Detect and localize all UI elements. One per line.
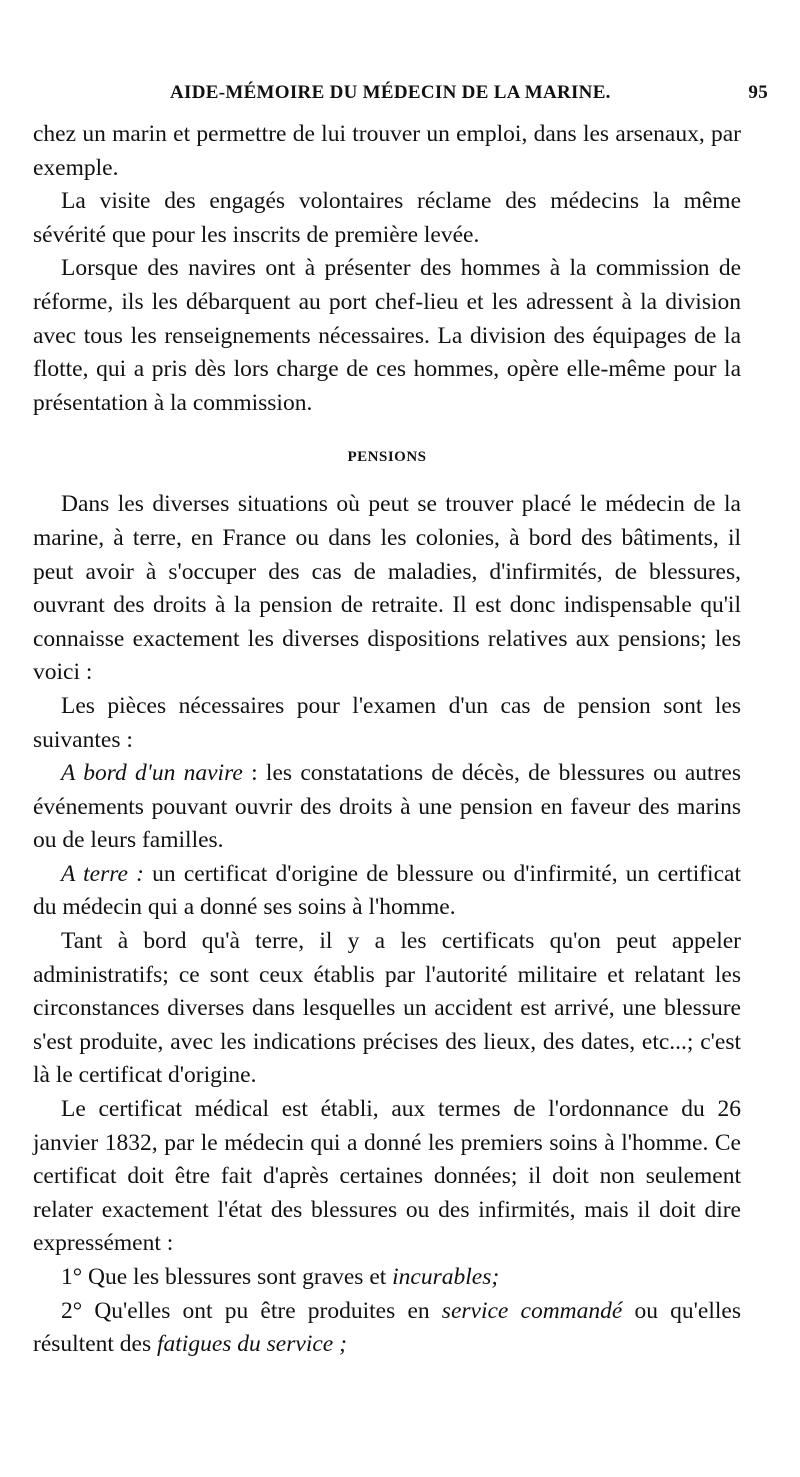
section-heading-pensions: PENSIONS [347,449,427,466]
a-bord-label: A bord d'un navire [61,760,243,787]
item-2-emphasis-a: service commandé [441,1297,623,1324]
paragraph-tant-a-bord: Tant à bord qu'à terre, il y a les certificats qu'on peut appeler administratifs; ce sont ceux établis par l'autorité militaire et relatant les circonstances diverses dans lesquelles un accident est arrivé, une blessure s'est produite, avec les indications précises des lieux, des dates, etc...; c'est là le certificat d'origine. [33,928,741,1089]
item-2-text-b: ou qu'elles résultent des [33,1297,741,1358]
running-title: AIDE-MÉMOIRE DU MÉDECIN DE LA MARINE. [170,82,611,103]
list-item-2 [33,1295,741,1362]
body-text [33,118,741,1362]
paragraph-a-terre [33,858,741,925]
list-item-1 [33,1261,741,1295]
item-1-text: Que les blessures sont graves et [82,1264,393,1290]
item-2-emphasis-b: fatigues du service ; [157,1331,347,1358]
paragraph-engages: La visite des engagés volontaires réclame des médecins la même sévérité que pour les inscrits de première levée. [33,188,741,248]
paragraph-pieces: Les pièces nécessaires pour l'examen d'un cas de pension sont les suivantes : [33,692,741,753]
item-2-text-a: Qu'elles ont pu être produites en [82,1297,442,1324]
item-2-number: 2° [61,1297,83,1324]
a-terre-label: A terre : [61,860,144,887]
a-terre-text: un certificat d'origine de blessure ou d'infirmité, un certificat du médecin qui a donné ses soins à l'homme. [33,860,741,921]
paragraph-certificat-medical: Le certificat médical est établi, aux termes de l'ordonnance du 26 janvier 1832, par le médecin qui a donné les premiers soins à l'homme. Ce certificat doit être fait d'après certaines données; il doit non seulement relater exactement l'état des blessures ou des infirmités, mais il doit dire expressément : [33,1096,741,1257]
running-head [60,82,770,112]
a-bord-text: : les constatations de décès, de blessures ou autres événements pouvant ouvrir des droits à une pension en faveur des marins ou de leurs familles. [33,760,741,854]
item-1-number: 1° [61,1264,83,1290]
paragraph-navires: Lorsque des navires ont à présenter des hommes à la commission de réforme, ils les débarquent au port chef-lieu et les adressent à la division avec tous les renseignements nécessaires. La division des équipages de la flotte, qui a pris dès lors charge de ces hommes, opère elle-même pour la présentation à la commission. [33,255,741,416]
paragraph-a-bord [33,757,741,858]
page-number: 95 [748,82,768,103]
item-1-emphasis: incurables; [392,1264,500,1290]
paragraph-continuation: chez un marin et permettre de lui trouver un emploi, dans les arsenaux, par exemple. [33,121,741,181]
paragraph-situations: Dans les diverses situations où peut se trouver placé le médecin de la marine, à terre, en France ou dans les colonies, à bord des bâtiments, il peut avoir à s'occuper des cas de maladies, d'infirmités, de blessures, ouvrant des droits à la pension de retraite. Il est donc indispensable qu'il connaisse exactement les diverses dispositions relatives aux pensions; les voici : [33,491,741,686]
